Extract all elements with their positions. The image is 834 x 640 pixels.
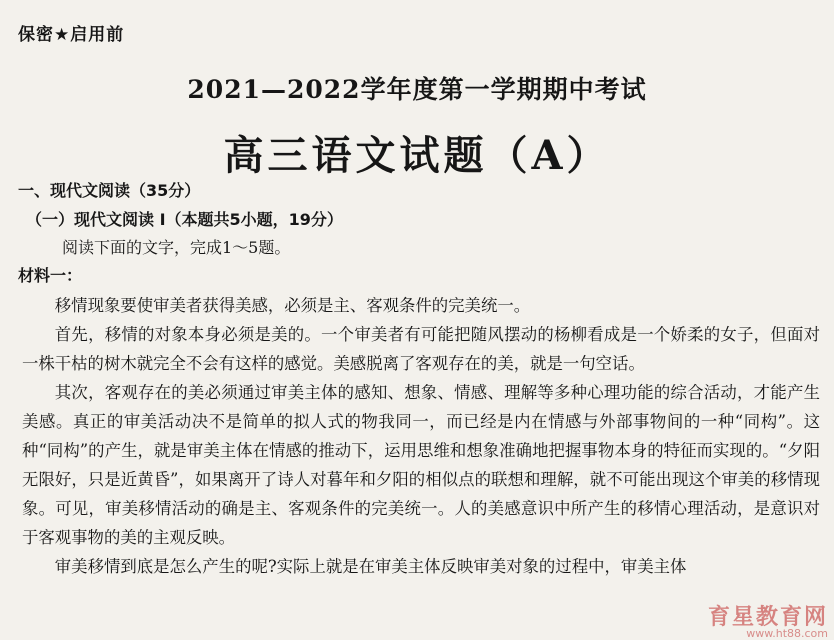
confidential-label: 保密★启用前 [18,25,125,45]
section-heading-modern-reading: 一、现代文阅读（35分） [18,181,201,200]
exam-title: 2021—2022学年度第一学期期中考试 [187,75,647,104]
passage-body [22,291,820,581]
passage-paragraph: 首先，移情的对象本身必须是美的。一个审美者有可能把随风摆动的杨柳看成是一个娇柔的女子，但面对一株干枯的树木就完全不会有这样的感觉。美感脱离了客观存在的美，就是一句空话。 [22,325,820,373]
paper-title: 高三语文试题（A） [223,132,611,179]
material-label: 材料一： [18,266,83,285]
watermark-text: 育星教育网 [707,605,828,630]
reading-instruction: 阅读下面的文字，完成1～5题。 [62,238,291,257]
passage-paragraph: 审美移情到底是怎么产生的呢?实际上就是在审美主体反映审美对象的过程中，审美主体 [54,557,687,576]
passage-paragraph: 移情现象要使审美者获得美感，必须是主、客观条件的完美统一。 [54,296,531,315]
subsection-heading-reading-1: （一）现代文阅读 I（本题共5小题，19分） [26,210,343,229]
passage-paragraph: 其次，客观存在的美必须通过审美主体的感知、想象、情感、理解等多种心理功能的综合活动，才能产生美感。真正的审美活动决不是简单的拟人式的物我同一，而已经是内在情感与外部事物间的一种“同构”。这种“同构”的产生，就是审美主体在情感的推动下，运用思维和想象准确地把握事物本身的特征而实现的。“夕阳无限好，只是近黄昏”，如果离开了诗人对暮年和夕阳的相似点的联想和理解，就不可能出现这个审美的移情现象。可见，审美移情活动的确是主、客观条件的完美统一。人的美感意识中所产生的移情心理活动，是意识对于客观事物的美的主观反映。 [22,383,820,547]
watermark-logo [678,600,828,640]
watermark-url: www.ht88.com [746,627,828,640]
